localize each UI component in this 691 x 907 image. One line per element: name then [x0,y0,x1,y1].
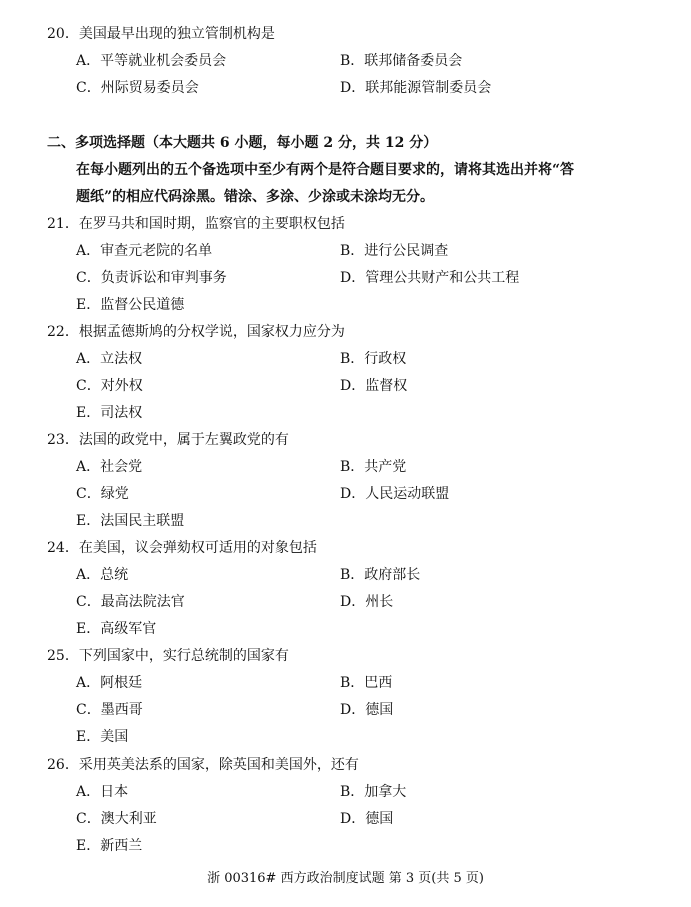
q24-option-b: B．政府部长 [340,567,421,583]
q23-option-b: B．共产党 [340,459,407,475]
q22-option-b: B．行政权 [340,351,407,367]
q22-option-a: A．立法权 [76,351,143,367]
q21-stem: 21．在罗马共和国时期，监察官的主要职权包括 [47,216,345,232]
q26-option-e: E．新西兰 [76,838,143,854]
q23-option-a: A．社会党 [76,459,143,475]
q21-option-b: B．进行公民调查 [340,243,449,259]
q25-option-e: E．美国 [76,729,129,745]
q26-option-c: C．澳大利亚 [76,811,157,827]
q20-option-c: C．州际贸易委员会 [76,80,199,96]
q20-stem: 20．美国最早出现的独立管制机构是 [47,26,275,42]
q26-stem: 26．采用英美法系的国家，除英国和美国外，还有 [47,757,359,773]
q25-option-d: D．德国 [340,702,394,718]
q23-option-d: D．人民运动联盟 [340,486,450,502]
page-footer: 浙 00316# 西方政治制度试题 第 3 页(共 5 页) [207,871,484,886]
q25-stem: 25．下列国家中，实行总统制的国家有 [47,648,289,664]
q24-option-e: E．高级军官 [76,621,157,637]
q21-option-a: A．审查元老院的名单 [76,243,213,259]
q23-option-c: C．绿党 [76,486,129,502]
q22-option-c: C．对外权 [76,378,143,394]
q26-option-b: B．加拿大 [340,784,407,800]
q21-option-c: C．负责诉讼和审判事务 [76,270,227,286]
q22-stem: 22．根据孟德斯鸠的分权学说，国家权力应分为 [47,324,345,340]
q23-stem: 23．法国的政党中，属于左翼政党的有 [47,432,289,448]
q25-option-a: A．阿根廷 [76,675,143,691]
q25-option-b: B．巴西 [340,675,393,691]
q21-option-d: D．管理公共财产和公共工程 [340,270,520,286]
q20-option-a: A．平等就业机会委员会 [76,53,227,69]
q20-option-d: D．联邦能源管制委员会 [340,80,492,96]
q22-option-e: E．司法权 [76,405,143,421]
section-instructions-line1: 在每小题列出的五个备选项中至少有两个是符合题目要求的，请将其选出并将“答 [76,162,575,178]
q24-option-d: D．州长 [340,594,394,610]
q26-option-d: D．德国 [340,811,394,827]
q26-option-a: A．日本 [76,784,129,800]
q22-option-d: D．监督权 [340,378,408,394]
q24-stem: 24．在美国，议会弹劾权可适用的对象包括 [47,540,317,556]
q23-option-e: E．法国民主联盟 [76,513,185,529]
section-heading: 二、多项选择题（本大题共 6 小题，每小题 2 分，共 12 分） [47,135,438,151]
q24-option-c: C．最高法院法官 [76,594,185,610]
q25-option-c: C．墨西哥 [76,702,143,718]
q20-option-b: B．联邦储备委员会 [340,53,463,69]
q24-option-a: A．总统 [76,567,129,583]
section-instructions-line2: 题纸”的相应代码涂黑。错涂、多涂、少涂或未涂均无分。 [76,189,435,205]
q21-option-e: E．监督公民道德 [76,297,185,313]
